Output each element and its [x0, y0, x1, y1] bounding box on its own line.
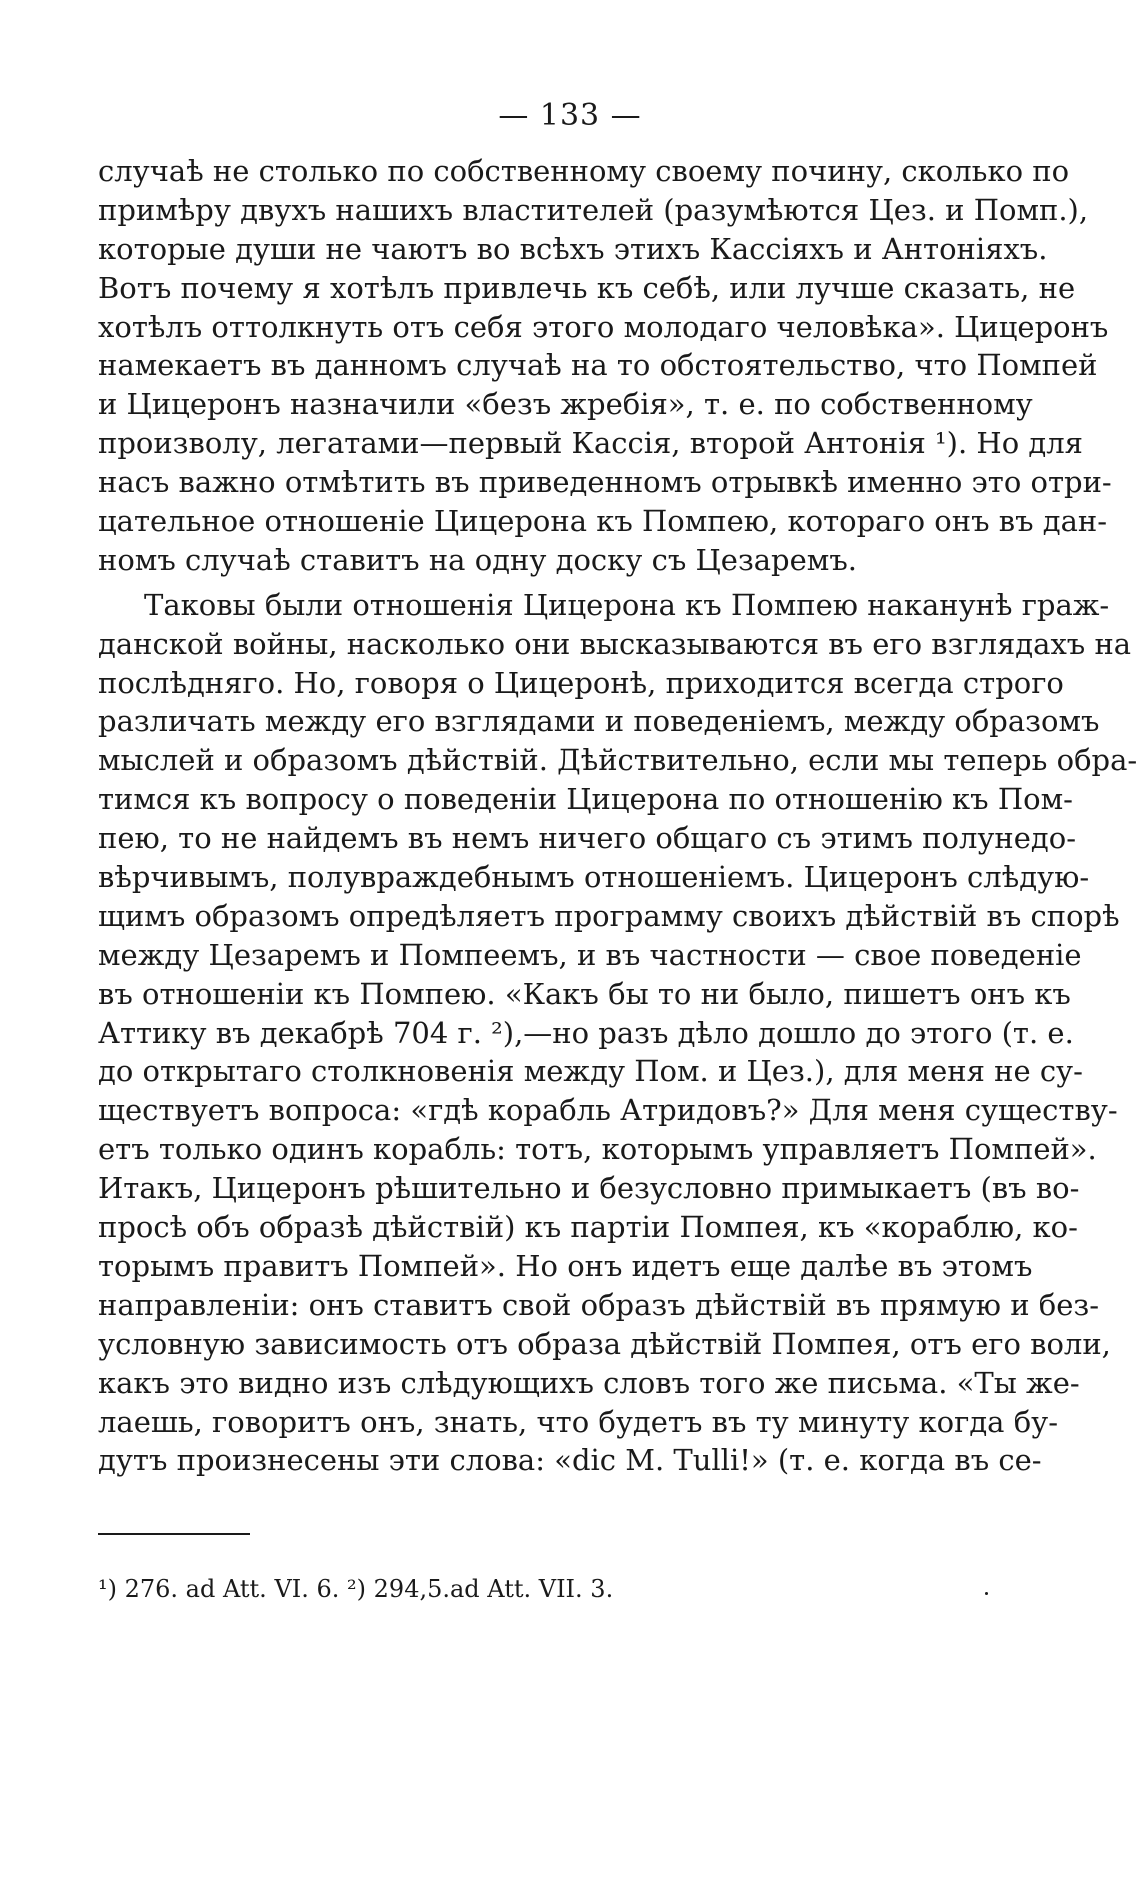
- page-number: — 133 —: [498, 98, 642, 133]
- text-line: намекаетъ въ данномъ случаѣ на то обстоятельство, что Помпей: [98, 348, 1098, 383]
- text-line: между Цезаремъ и Помпеемъ, и въ частности — свое поведеніе: [98, 937, 1082, 972]
- text-line: произволу, легатами—первый Кассія, второй Антонія ¹). Но для: [98, 426, 1083, 461]
- text-line: данской войны, насколько они высказываются въ его взглядахъ на: [98, 626, 1132, 661]
- text-line: цательное отношеніе Цицерона къ Помпею, котораго онъ въ дан-: [98, 504, 1108, 539]
- print-speck: [985, 1592, 988, 1595]
- text-line: вѣрчивымъ, полувраждебнымъ отношеніемъ. Цицеронъ слѣдую-: [98, 860, 1090, 895]
- text-line: дутъ произнесены эти слова: «dic M. Tulli!» (т. е. когда въ се-: [98, 1443, 1042, 1478]
- text-line: тимся къ вопросу о поведеніи Цицерона по отношенію къ Пом-: [98, 782, 1073, 817]
- text-line: направленіи: онъ ставитъ свой образъ дѣйствій въ прямую и без-: [98, 1287, 1100, 1322]
- text-line: Вотъ почему я хотѣлъ привлечь къ себѣ, или лучше сказать, не: [98, 270, 1076, 305]
- text-line: Аттику въ декабрѣ 704 г. ²),—но разъ дѣло дошло до этого (т. е.: [98, 1015, 1074, 1050]
- text-line: хотѣлъ оттолкнуть отъ себя этого молодаго человѣка». Цицеронъ: [98, 309, 1109, 344]
- text-line: лаешь, говоритъ онъ, знать, что будетъ въ ту минуту когда бу-: [98, 1404, 1059, 1439]
- text-line: пею, то не найдемъ въ немъ ничего общаго съ этимъ полунедо-: [98, 821, 1077, 856]
- text-line: и Цицеронъ назначили «безъ жребія», т. е. по собственному: [98, 387, 1033, 422]
- text-line: Таковы были отношенія Цицерона къ Помпею наканунѣ граж-: [144, 587, 1110, 622]
- text-line: насъ важно отмѣтить въ приведенномъ отрывкѣ именно это отри-: [98, 465, 1112, 500]
- text-line: условную зависимость отъ образа дѣйствій Помпея, отъ его воли,: [98, 1326, 1111, 1361]
- text-line: до открытаго столкновенія между Пом. и Цез.), для меня не су-: [98, 1054, 1083, 1089]
- text-line: ществуетъ вопроса: «гдѣ корабль Атридовъ?» Для меня существу-: [98, 1093, 1118, 1128]
- text-line: случаѣ не столько по собственному своему почину, сколько по: [98, 154, 1070, 188]
- text-line: различать между его взглядами и поведеніемъ, между образомъ: [98, 704, 1100, 739]
- text-line: примѣру двухъ нашихъ властителей (разумѣются Цез. и Помп.),: [98, 192, 1089, 227]
- text-line: торымъ правитъ Помпей». Но онъ идетъ еще далѣе въ этомъ: [98, 1248, 1033, 1283]
- text-line: номъ случаѣ ставитъ на одну доску съ Цезаремъ.: [98, 542, 857, 577]
- text-line: въ отношеніи къ Помпею. «Какъ бы то ни было, пишетъ онъ къ: [98, 976, 1071, 1011]
- text-line: какъ это видно изъ слѣдующихъ словъ того же письма. «Ты же-: [98, 1365, 1080, 1400]
- text-line: мыслей и образомъ дѣйствій. Дѣйствительно, если мы теперь обра-: [98, 743, 1138, 778]
- text-line: которые души не чаютъ во всѣхъ этихъ Кассіяхъ и Антоніяхъ.: [98, 231, 1048, 266]
- text-line: Итакъ, Цицеронъ рѣшительно и безусловно примыкаетъ (въ во-: [98, 1171, 1080, 1206]
- text-line: етъ только одинъ корабль: тотъ, которымъ управляетъ Помпей».: [98, 1132, 1097, 1167]
- text-line: щимъ образомъ опредѣляетъ программу своихъ дѣйствій въ спорѣ: [98, 898, 1120, 933]
- footnote-divider: [98, 1533, 250, 1535]
- footnote: ¹) 276. ad Att. VI. 6. ²) 294,5.ad Att. VII. 3.: [98, 1575, 614, 1603]
- body-text: [98, 152, 1138, 1480]
- text-line: послѣдняго. Но, говоря о Цицеронѣ, приходится всегда строго: [98, 665, 1064, 700]
- text-line: просѣ объ образѣ дѣйствій) къ партіи Помпея, къ «кораблю, ко-: [98, 1210, 1078, 1245]
